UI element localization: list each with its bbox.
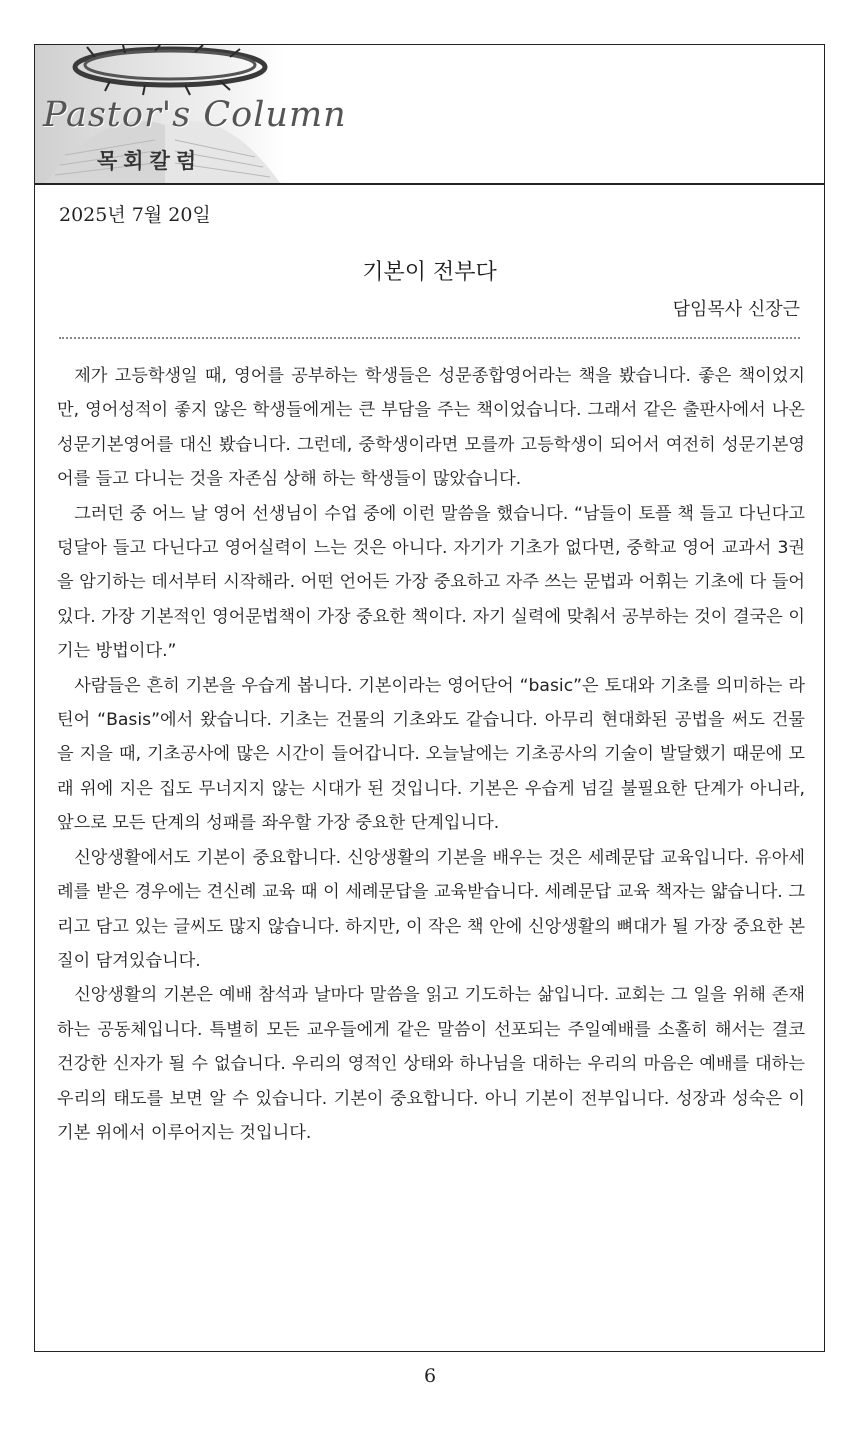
column-frame [34, 44, 825, 1352]
paragraph-1: 제가 고등학생일 때, 영어를 공부하는 학생들은 성문종합영어라는 책을 봤습니다. 좋은 책이었지만, 영어성적이 좋지 않은 학생들에게는 큰 부담을 주는 책이었습니다. 그래서 같은 출판사에서 나온 성문기본영어를 대신 봤습니다. 그런데, 중학생이라면 모를까 고등학생이 되어서 여전히 성문기본영어를 들고 다니는 것을 자존심 상해 하는 학생들이 많았습니다. [57, 366, 805, 490]
column-title: 기본이 전부다 [362, 260, 497, 285]
column-date: 2025년 7월 20일 [59, 204, 211, 226]
page-number: 6 [423, 1365, 437, 1387]
column-author: 담임목사 신장근 [672, 299, 800, 320]
dotted-divider [59, 337, 800, 339]
paragraph-4: 신앙생활에서도 기본이 중요합니다. 신앙생활의 기본을 배우는 것은 세례문답 교육입니다. 유아세례를 받은 경우에는 견신례 교육 때 이 세례문답을 교육받습니다. 세례문답 교육 책자는 얇습니다. 그리고 담고 있는 글씨도 많지 않습니다. 하지만, 이 작은 책 안에 신앙생활의 뼈대가 될 가장 중요한 본질이 담겨있습니다. [57, 847, 805, 971]
column-logo-english: Pastor's Column [43, 95, 347, 135]
column-logo-korean: 목회칼럼 [97, 148, 203, 173]
bible-crown-illustration [35, 45, 347, 183]
column-header [35, 45, 824, 185]
paragraph-5: 신앙생활의 기본은 예배 참석과 날마다 말씀을 읽고 기도하는 삶입니다. 교회는 그 일을 위해 존재하는 공동체입니다. 특별히 모든 교우들에게 같은 말씀이 선포되는 주일예배를 소홀히 해서는 결코 건강한 신자가 될 수 없습니다. 우리의 영적인 상태와 하나님을 대하는 우리의 마음은 예배를 대하는 우리의 태도를 보면 알 수 있습니다. 기본이 중요합니다. 아니 기본이 전부입니다. 성장과 성숙은 이 기본 위에서 이루어지는 것입니다. [57, 985, 805, 1143]
paragraph-2: 그러던 중 어느 날 영어 선생님이 수업 중에 이런 말씀을 했습니다. “남들이 토플 책 들고 다닌다고 덩달아 들고 다닌다고 영어실력이 느는 것은 아니다. 자기가 기초가 없다면, 중학교 영어 교과서 3권을 암기하는 데서부터 시작해라. 어떤 언어든 가장 중요하고 자주 쓰는 문법과 어휘는 기초에 다 들어있다. 가장 기본적인 영어문법책이 가장 중요한 책이다. 자기 실력에 맞춰서 공부하는 것이 결국은 이기는 방법이다.” [57, 503, 805, 662]
paragraph-3: 사람들은 흔히 기본을 우습게 봅니다. 기본이라는 영어단어 “basic”은 토대와 기초를 의미하는 라틴어 “Basis”에서 왔습니다. 기초는 건물의 기초와도 같습니다. 아무리 현대화된 공법을 써도 건물을 지을 때, 기초공사에 많은 시간이 들어갑니다. 오늘날에는 기초공사의 기술이 발달했기 때문에 모래 위에 지은 집도 무너지지 않는 시대가 된 것입니다. 기본은 우습게 넘길 불필요한 단계가 아니라, 앞으로 모든 단계의 성패를 좌우할 가장 중요한 단계입니다. [57, 675, 805, 834]
column-body [57, 359, 805, 1150]
